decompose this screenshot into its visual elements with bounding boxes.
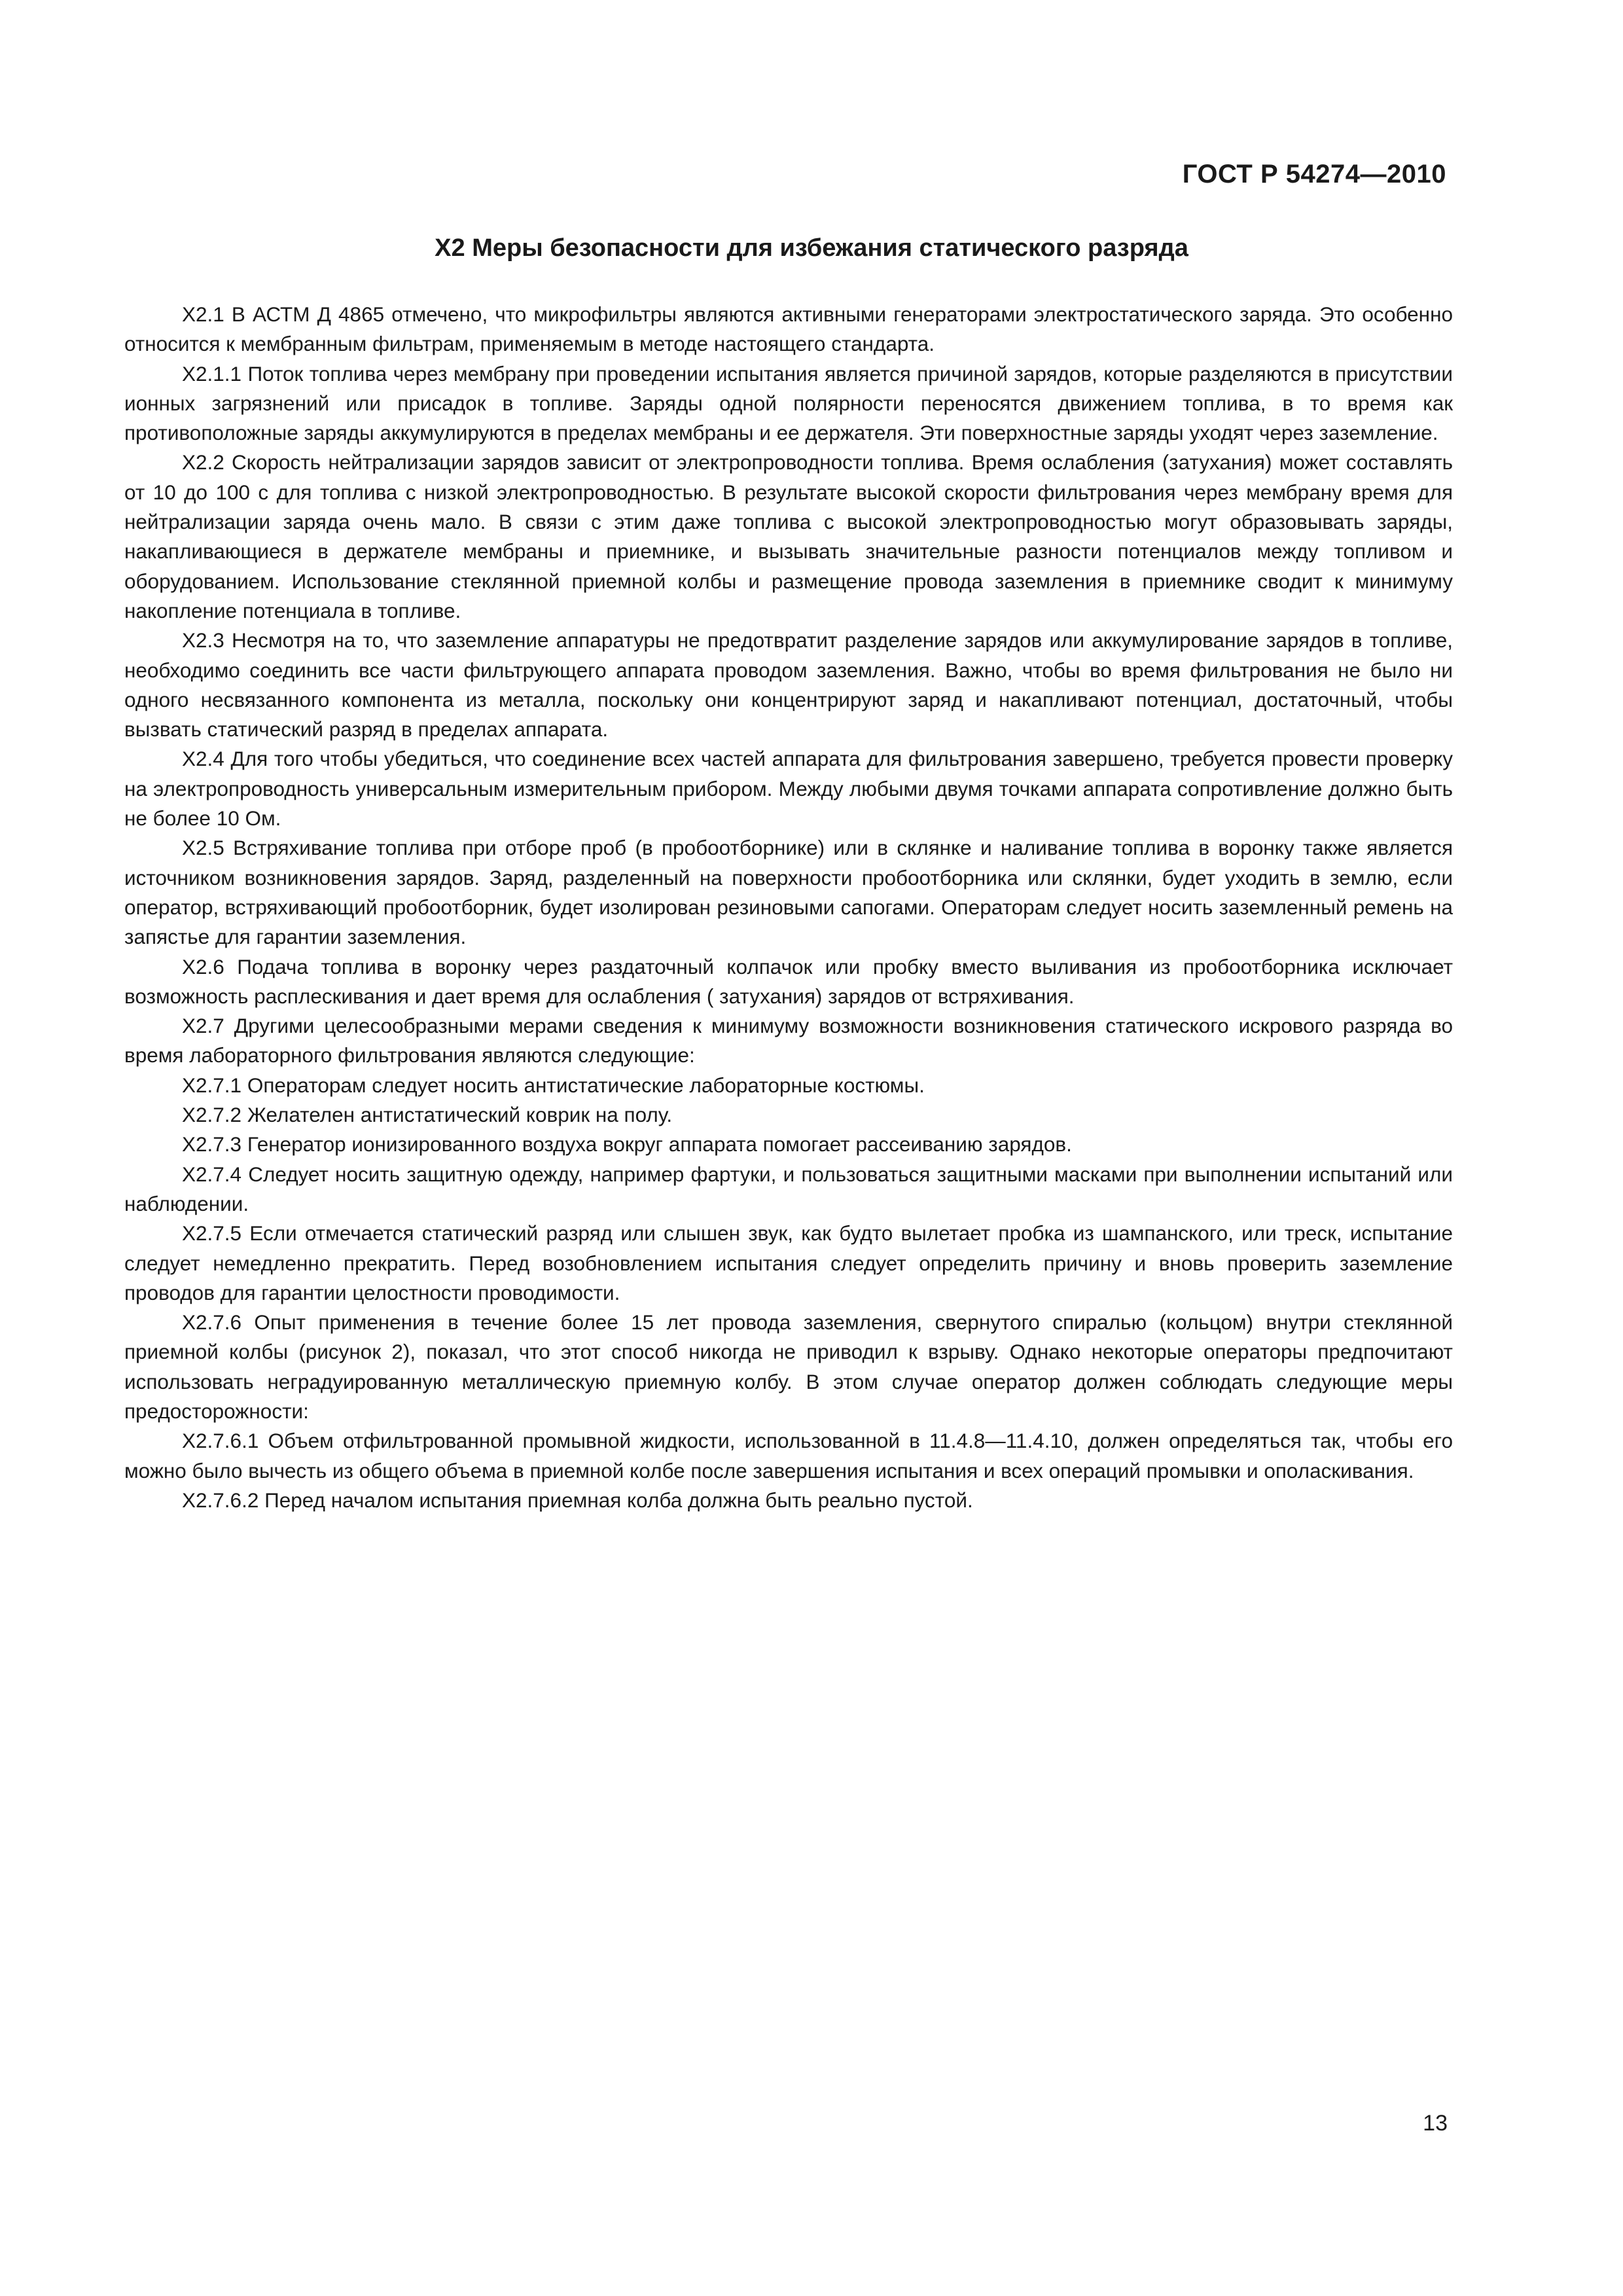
body-text	[124, 300, 1453, 1515]
paragraph-x2-7-3: Х2.7.3 Генератор ионизированного воздуха вокруг аппарата помогает рассеиванию зарядов.	[182, 1132, 1072, 1157]
section-title: Х2 Меры безопасности для избежания статического разряда	[435, 234, 1188, 262]
paragraph-x2-7-6: Х2.7.6 Опыт применения в течение более 15 лет провода заземления, свернутого спиралью (кольцом) внутри стеклянной приемной колбы (рисунок 2), показал, что этот способ никогда не приводил к взрыву. Однако некоторые операторы предпочитают использовать неградуированную металлическую приемную колбу. В этом случае оператор должен соблюдать следующие меры предосторожности:	[124, 1310, 1453, 1423]
paragraph-x2-3: Х2.3 Несмотря на то, что заземление аппаратуры не предотвратит разделение зарядов или аккумулирование зарядов в топливе, необходимо соединить все части фильтрующего аппарата проводом заземления. Важно, чтобы во время фильтрования не было ни одного несвязанного компонента из металла, поскольку они концентрируют заряд и накапливают потенциал, достаточный, чтобы вызвать статический разряд в пределах аппарата.	[124, 628, 1453, 742]
paragraph-x2-6: Х2.6 Подача топлива в воронку через раздаточный колпачок или пробку вместо выливания из пробоотборника исключает возможность расплескивания и дает время для ослабления ( затухания) зарядов от встряхивания.	[124, 954, 1453, 1008]
paragraph-x2-5: Х2.5 Встряхивание топлива при отборе проб (в пробоотборнике) или в склянке и наливание топлива в воронку также является источником возникновения зарядов. Заряд, разделенный на поверхности пробоотборника или склянки, будет уходить в землю, если оператор, встряхивающий пробоотборник, будет изолирован резиновыми сапогами. Операторам следует носить заземленный ремень на запястье для гарантии заземления.	[124, 836, 1453, 949]
paragraph-x2-1: Х2.1 В АСТМ Д 4865 отмечено, что микрофильтры являются активными генераторами электростатического заряда. Это особенно относится к мембранным фильтрам, применяемым в методе настоящего стандарта.	[124, 302, 1453, 356]
paragraph-x2-7-4: Х2.7.4 Следует носить защитную одежду, например фартуки, и пользоваться защитными масками при выполнении испытаний или наблюдении.	[124, 1162, 1453, 1215]
paragraph-x2-7-2: Х2.7.2 Желателен антистатический коврик на полу.	[182, 1103, 673, 1127]
document-code: ГОСТ Р 54274—2010	[1182, 160, 1446, 188]
paragraph-x2-7-6-1: Х2.7.6.1 Объем отфильтрованной промывной жидкости, использованной в 11.4.8—11.4.10, должен определяться так, чтобы его можно было вычесть из общего объема в приемной колбе после завершения испытания и всех операций промывки и ополаскивания.	[124, 1429, 1453, 1482]
paragraph-x2-4: Х2.4 Для того чтобы убедиться, что соединение всех частей аппарата для фильтрования завершено, требуется провести проверку на электропроводность универсальным измерительным прибором. Между любыми двумя точками аппарата сопротивление должно быть не более 10 Ом.	[124, 747, 1453, 831]
paragraph-x2-7: Х2.7 Другими целесообразными мерами сведения к минимуму возможности возникновения статического искрового разряда во время лабораторного фильтрования являются следующие:	[124, 1014, 1453, 1067]
paragraph-x2-7-5: Х2.7.5 Если отмечается статический разряд или слышен звук, как будто вылетает пробка из шампанского, или треск, испытание следует немедленно прекратить. Перед возобновлением испытания следует определить причину и вновь проверить заземление проводов для гарантии целостности проводимости.	[124, 1221, 1453, 1304]
paragraph-x2-1-1: Х2.1.1 Поток топлива через мембрану при проведении испытания является причиной зарядов, которые разделяются в присутствии ионных загрязнений или присадок в топливе. Заряды одной полярности переносятся движением топлива, в то время как противоположные заряды аккумулируются в пределах мембраны и ее держателя. Эти поверхностные заряды уходят через заземление.	[124, 361, 1453, 445]
paragraph-x2-2: Х2.2 Скорость нейтрализации зарядов зависит от электропроводности топлива. Время ослабления (затухания) может составлять от 10 до 100 с для топлива с низкой электропроводностью. В результате высокой скорости фильтрования через мембрану время для нейтрализации заряда очень мало. В связи с этим даже топлива с высокой электропроводностью могут образовывать заряды, накапливающиеся в держателе мембраны и приемнике, и вызывать значительные разности потенциалов между топливом и оборудованием. Использование стеклянной приемной колбы и размещение провода заземления в приемнике сводит к минимуму накопление потенциала в топливе.	[124, 450, 1453, 622]
paragraph-x2-7-1: Х2.7.1 Операторам следует носить антистатические лабораторные костюмы.	[182, 1073, 925, 1097]
paragraph-x2-7-6-2: Х2.7.6.2 Перед началом испытания приемная колба должна быть реально пустой.	[182, 1488, 973, 1512]
page-number: 13	[1423, 2111, 1448, 2136]
